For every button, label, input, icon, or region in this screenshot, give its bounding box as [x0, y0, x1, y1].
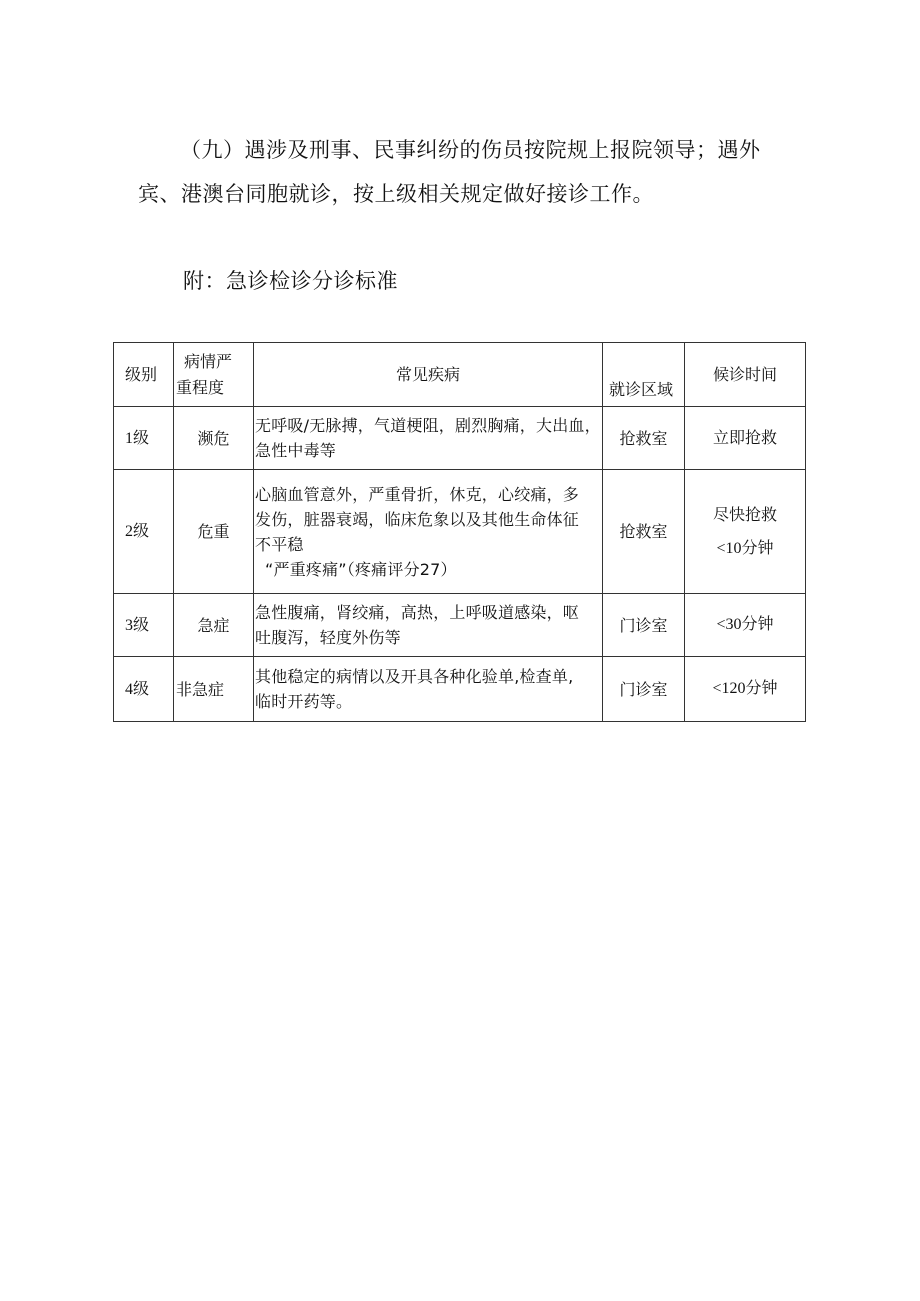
body-paragraph: （九）遇涉及刑事、民事纠纷的伤员按院规上报院领导；遇外宾、港澳台同胞就诊，按上级相关规定做好接诊工作。 [138, 138, 761, 206]
row-level: 1级 [114, 407, 174, 470]
disease-line: 无呼吸/无脉搏，气道梗阻，剧烈胸痛，大出血， [255, 416, 601, 435]
table-header-row [114, 343, 806, 407]
row-severity: 非急症 [174, 657, 254, 722]
row-area: 门诊室 [603, 657, 685, 722]
row-level: 2级 [114, 470, 174, 594]
header-severity [174, 343, 254, 407]
disease-line: 临时开药等。 [255, 692, 353, 711]
row-wait [685, 407, 806, 470]
disease-line: “严重疼痛”（疼痛评分27） [265, 559, 457, 579]
header-severity-line1: 病情严 [184, 351, 233, 371]
row-severity: 濒危 [174, 407, 254, 470]
header-wait: 候诊时间 [685, 343, 806, 407]
wait-line: <10分钟 [716, 539, 774, 557]
disease-line: 不平稳 [255, 534, 304, 554]
header-diseases: 常见疾病 [254, 343, 603, 407]
row-wait [685, 470, 806, 594]
table-row [114, 594, 806, 657]
disease-line: 心脑血管意外，严重骨折，休克，心绞痛，多 [255, 484, 580, 504]
row-wait [685, 657, 806, 722]
disease-line: 吐腹泻，轻度外伤等 [255, 628, 401, 647]
wait-line: <120分钟 [712, 680, 778, 697]
disease-line: 发伤，脏器衰竭，临床危象以及其他生命体征 [255, 509, 580, 529]
row-diseases [254, 470, 603, 594]
disease-line: 其他稳定的病情以及开具各种化验单,检查单, [255, 667, 574, 686]
wait-line: <30分钟 [716, 616, 774, 633]
table-row [114, 657, 806, 722]
wait-line: 尽快抢救 [712, 504, 777, 524]
table-row [114, 407, 806, 470]
disease-line: 急性中毒等 [255, 441, 337, 460]
triage-standard-table [113, 342, 806, 722]
appendix-title: 附：急诊检诊分诊标准 [183, 269, 398, 293]
row-diseases [254, 594, 603, 657]
disease-line: 急性腹痛，肾绞痛，高热，上呼吸道感染，呕 [255, 603, 580, 622]
wait-line: 立即抢救 [712, 428, 777, 447]
row-diseases [254, 407, 603, 470]
header-level: 级别 [114, 343, 174, 407]
row-diseases [254, 657, 603, 722]
row-area: 抢救室 [603, 407, 685, 470]
row-area: 抢救室 [603, 470, 685, 594]
row-severity: 急症 [174, 594, 254, 657]
table-row [114, 470, 806, 594]
row-level: 3级 [114, 594, 174, 657]
header-severity-line2: 重程度 [176, 377, 225, 397]
row-level: 4级 [114, 657, 174, 722]
row-severity: 危重 [174, 470, 254, 594]
row-wait [685, 594, 806, 657]
row-area: 门诊室 [603, 594, 685, 657]
header-area: 就诊区域 [603, 343, 685, 407]
